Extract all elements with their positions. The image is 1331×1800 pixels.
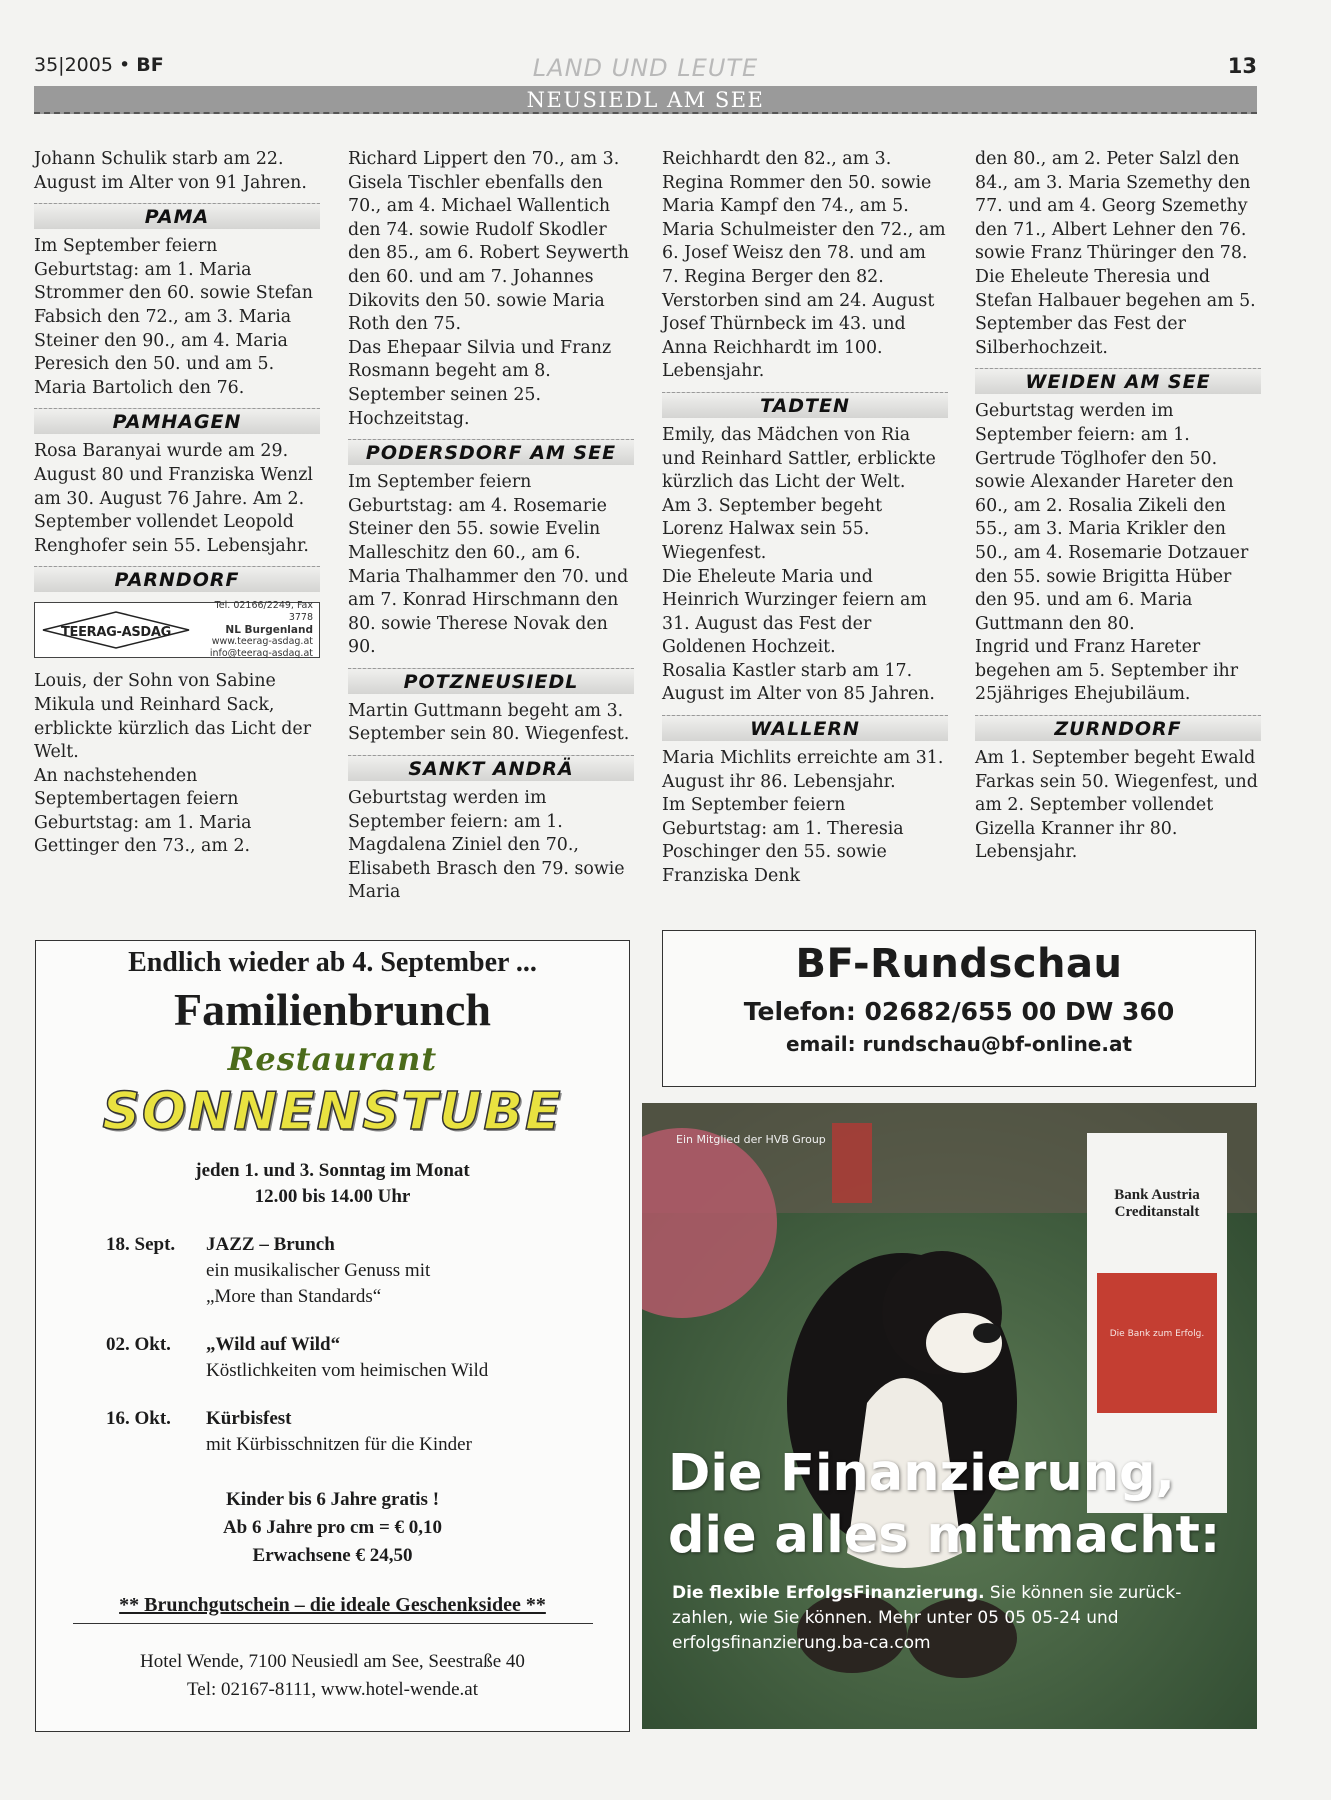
logo-line: Creditanstalt xyxy=(1114,1204,1200,1220)
article-text: Im September feiern Geburtstag: am 1. Theresia Poschinger den 55. sowie Franziska Denk xyxy=(662,795,904,887)
hotel-address xyxy=(36,1648,629,1704)
subheading-weiden xyxy=(975,368,1261,394)
bank-tagline: Die Bank zum Erfolg. xyxy=(1109,1329,1205,1339)
address-line: Hotel Wende, 7100 Neusiedl am See, Seestraße 40 xyxy=(140,1651,525,1672)
subheading-sankt-andrae xyxy=(348,755,634,781)
subheading-label: PAMA xyxy=(144,206,210,229)
bank-url[interactable]: erfolgsfinanzierung.ba-ca.com xyxy=(672,1633,931,1653)
article-text: Rosalia Kastler starb am 17. August im Alter von 85 Jahren. xyxy=(662,660,935,705)
rundschau-box xyxy=(662,930,1256,1087)
column-2 xyxy=(348,148,634,905)
price-list xyxy=(36,1486,629,1570)
subtext-line: Sie können sie zurück- xyxy=(984,1583,1182,1603)
restaurant-label: Restaurant xyxy=(227,1040,438,1078)
event-desc: „More than Standards“ xyxy=(206,1286,382,1307)
price-children: Kinder bis 6 Jahre gratis ! xyxy=(225,1489,440,1510)
column-1 xyxy=(34,148,320,859)
event-item xyxy=(106,1332,629,1384)
contact-line: Tel: 02167-8111, www.hotel-wende.at xyxy=(187,1679,478,1700)
article-text: den 80., am 2. Peter Salzl den 84., am 3. Maria Szemethy den 77. und am 4. Georg Szemethy den 71., Albert Lehner den 76. sowie Franz Thüringer den 78. xyxy=(975,149,1251,264)
subheading-tadten xyxy=(662,392,948,418)
event-desc: ein musikalischer Genuss mit xyxy=(206,1260,431,1281)
restaurant-name: SONNENSTUBE xyxy=(102,1082,563,1142)
article-text: Ingrid und Franz Hareter begehen am 5. September ihr 25jähriges Ehejubiläum. xyxy=(975,637,1239,705)
subheading-wallern xyxy=(662,715,948,741)
article-text: Geburtstag werden im September feiern: am 1. Gertrude Töglhofer den 50. sowie Alexander Hareter den 60., am 2. Rosalia Zikeli den 55., am 3. Maria Krikler den 50., am 4. Rosemarie Dotzauer den 55. sowie Brigitta Hüber den 95. und am 6. Maria Guttmann den 80. xyxy=(975,401,1249,634)
article-text: Reichhardt den 82., am 3. Regina Rommer den 50. sowie Maria Kampf den 74., am 5. Maria Schulmeister den 72., am 6. Josef Weisz den 78. und am 7. Regina Berger den 82. xyxy=(662,149,946,287)
teerag-logo xyxy=(41,610,191,650)
teerag-ad xyxy=(34,602,320,658)
subheading-label: PODERSDORF AM SEE xyxy=(365,442,617,465)
column-4 xyxy=(975,148,1261,865)
brunch-schedule xyxy=(36,1158,629,1210)
subheading-label: ZURNDORF xyxy=(1054,718,1182,741)
event-date: 16. Okt. xyxy=(106,1408,171,1429)
teerag-contact xyxy=(191,600,313,660)
bank-headline xyxy=(668,1443,1220,1567)
bank-subtext xyxy=(672,1581,1181,1656)
article-text: Im September feiern Geburtstag: am 4. Rosemarie Steiner den 55. sowie Evelin Malleschitz den 60., am 6. Maria Thalhammer den 70. und am 7. Konrad Hirschmann den 80. sowie Therese Novak den 90. xyxy=(348,472,629,658)
price-per-cm: Ab 6 Jahre pro cm = € 0,10 xyxy=(222,1517,443,1538)
event-date: 18. Sept. xyxy=(106,1234,176,1255)
article-text: Geburtstag werden im September feiern: am 1. Magdalena Ziniel den 70., Elisabeth Brasch den 79. sowie Maria xyxy=(348,788,625,903)
article-text: Rosa Baranyai wurde am 29. August 80 und Franziska Wenzl am 30. August 76 Jahre. Am 2. September vollendet Leopold Renghofer sein 55. Lebensjahr. xyxy=(34,441,313,556)
hvb-group-label: Ein Mitglied der HVB Group xyxy=(676,1133,826,1146)
event-item xyxy=(106,1406,629,1458)
article-text: Maria Michlits erreichte am 31. August ihr 86. Lebensjahr. xyxy=(662,748,944,792)
article-text: Das Ehepaar Silvia und Franz Rosmann begeht am 8. September seinen 25. Hochzeitstag. xyxy=(348,337,612,429)
article-text: Am 1. September begeht Ewald Farkas sein 50. Wiegenfest, und am 2. September vollendet Gizella Kranner ihr 80. Lebensjahr. xyxy=(975,748,1258,863)
rundschau-email: email: rundschau@bf-online.at xyxy=(785,1032,1133,1056)
article-text: Am 3. September begeht Lorenz Halwax sein 55. Wiegenfest. xyxy=(662,495,883,563)
brand-label: BF xyxy=(136,54,164,76)
event-desc: mit Kürbisschnitzen für die Kinder xyxy=(206,1434,472,1455)
event-date: 02. Okt. xyxy=(106,1334,171,1355)
logo-line: Bank Austria xyxy=(1114,1187,1200,1203)
rundschau-title: BF-Rundschau xyxy=(795,941,1123,987)
subheading-parndorf xyxy=(34,566,320,592)
subheading-label: POTZNEUSIEDL xyxy=(403,670,579,693)
article-text: Die Eheleute Maria und Heinrich Wurzinger feiern am 31. August das Fest der Goldenen Hochzeit. xyxy=(662,566,927,658)
headline-line: Die Finanzierung, xyxy=(668,1444,1175,1503)
subheading-label: WEIDEN AM SEE xyxy=(1025,371,1211,394)
event-title: Kürbisfest xyxy=(206,1408,292,1429)
divider xyxy=(73,1623,593,1624)
subheading-zurndorf xyxy=(975,715,1261,741)
subheading-label: PAMHAGEN xyxy=(112,411,242,434)
price-adults: Erwachsene € 24,50 xyxy=(252,1545,413,1566)
subtext-line: zahlen, wie Sie können. Mehr unter 05 05 05-24 und xyxy=(672,1608,1119,1628)
article-text: Johann Schulik starb am 22. August im Alter von 91 Jahren. xyxy=(34,149,307,193)
schedule-days: jeden 1. und 3. Sonntag im Monat xyxy=(195,1160,470,1181)
brunch-ad xyxy=(35,940,630,1732)
brunch-title: Familienbrunch xyxy=(174,984,491,1035)
subheading-label: SANKT ANDRÄ xyxy=(408,758,574,781)
article-text: Die Eheleute Theresia und Stefan Halbauer begehen am 5. September das Fest der Silberhochzeit. xyxy=(975,266,1256,358)
article-text: Louis, der Sohn von Sabine Mikula und Reinhard Sack, erblickte kürzlich das Licht der Welt. xyxy=(34,671,312,763)
event-title: JAZZ – Brunch xyxy=(206,1234,335,1255)
brunch-headline: Endlich wieder ab 4. September ... xyxy=(128,947,537,978)
subheading-potzneusiedl xyxy=(348,668,634,694)
subheading-podersdorf xyxy=(348,439,634,465)
page-header xyxy=(34,54,1257,80)
subheading-pamhagen xyxy=(34,408,320,434)
bank-austria-logo xyxy=(1087,1187,1227,1221)
article-text: An nachstehenden Septembertagen feiern Geburtstag: am 1. Maria Gettinger den 73., am 2. xyxy=(34,765,252,857)
voucher-line: ** Brunchgutschein – die ideale Geschenksidee ** xyxy=(119,1594,546,1616)
event-title: „Wild auf Wild“ xyxy=(206,1334,341,1355)
section-title: LAND UND LEUTE xyxy=(532,54,759,82)
column-3 xyxy=(662,148,948,889)
article-text: Im September feiern Geburtstag: am 1. Maria Strommer den 60. sowie Stefan Fabsich den 72., am 3. Maria Steiner den 90., am 4. Maria Peresich den 50. und am 5. Maria Bartolich den 76. xyxy=(34,236,313,398)
subheading-pama xyxy=(34,203,320,229)
subheading-label: WALLERN xyxy=(750,718,860,741)
issue-number: 35|2005 • xyxy=(34,54,131,76)
logo-red-panel xyxy=(1097,1273,1217,1413)
teerag-web: www.teerag-asdag.at xyxy=(211,636,313,648)
rundschau-phone: Telefon: 02682/655 00 DW 360 xyxy=(743,997,1175,1026)
page-number: 13 xyxy=(1227,54,1257,78)
article-text: Martin Guttmann begeht am 3. September sein 80. Wiegenfest. xyxy=(348,700,630,745)
bank-ad xyxy=(642,1103,1257,1729)
article-text: Verstorben sind am 24. August Josef Thürnbeck im 43. und Anna Reichhardt im 100. Lebensjahr. xyxy=(662,290,935,382)
region-title: NEUSIEDL AM SEE xyxy=(526,88,765,112)
subheading-label: TADTEN xyxy=(760,394,850,417)
event-desc: Köstlichkeiten vom heimischen Wild xyxy=(206,1360,489,1381)
teerag-mail: info@teerag-asdag.at xyxy=(209,648,313,660)
product-name: Die flexible ErfolgsFinanzierung. xyxy=(672,1583,985,1603)
headline-line: die alles mitmacht: xyxy=(668,1506,1221,1565)
teerag-logo-text: TEERAG-ASDAG xyxy=(60,625,172,641)
event-item xyxy=(106,1232,629,1310)
article-text: Emily, das Mädchen von Ria und Reinhard Sattler, erblickte kürzlich das Licht der Welt. xyxy=(662,424,936,493)
schedule-time: 12.00 bis 14.00 Uhr xyxy=(254,1186,411,1207)
teerag-branch: NL Burgenland xyxy=(225,624,313,637)
region-bar xyxy=(34,86,1257,114)
subheading-label: PARNDORF xyxy=(114,569,240,592)
teerag-phone: Tel. 02166/2249, Fax 3778 xyxy=(214,600,313,624)
article-text: Richard Lippert den 70., am 3. Gisela Tischler ebenfalls den 70., am 4. Michael Wallentich den 74. sowie Rudolf Skodler den 85., am 6. Robert Seywerth den 60. und am 7. Johannes Dikovits den 50. sowie Maria Roth den 75. xyxy=(348,149,629,335)
